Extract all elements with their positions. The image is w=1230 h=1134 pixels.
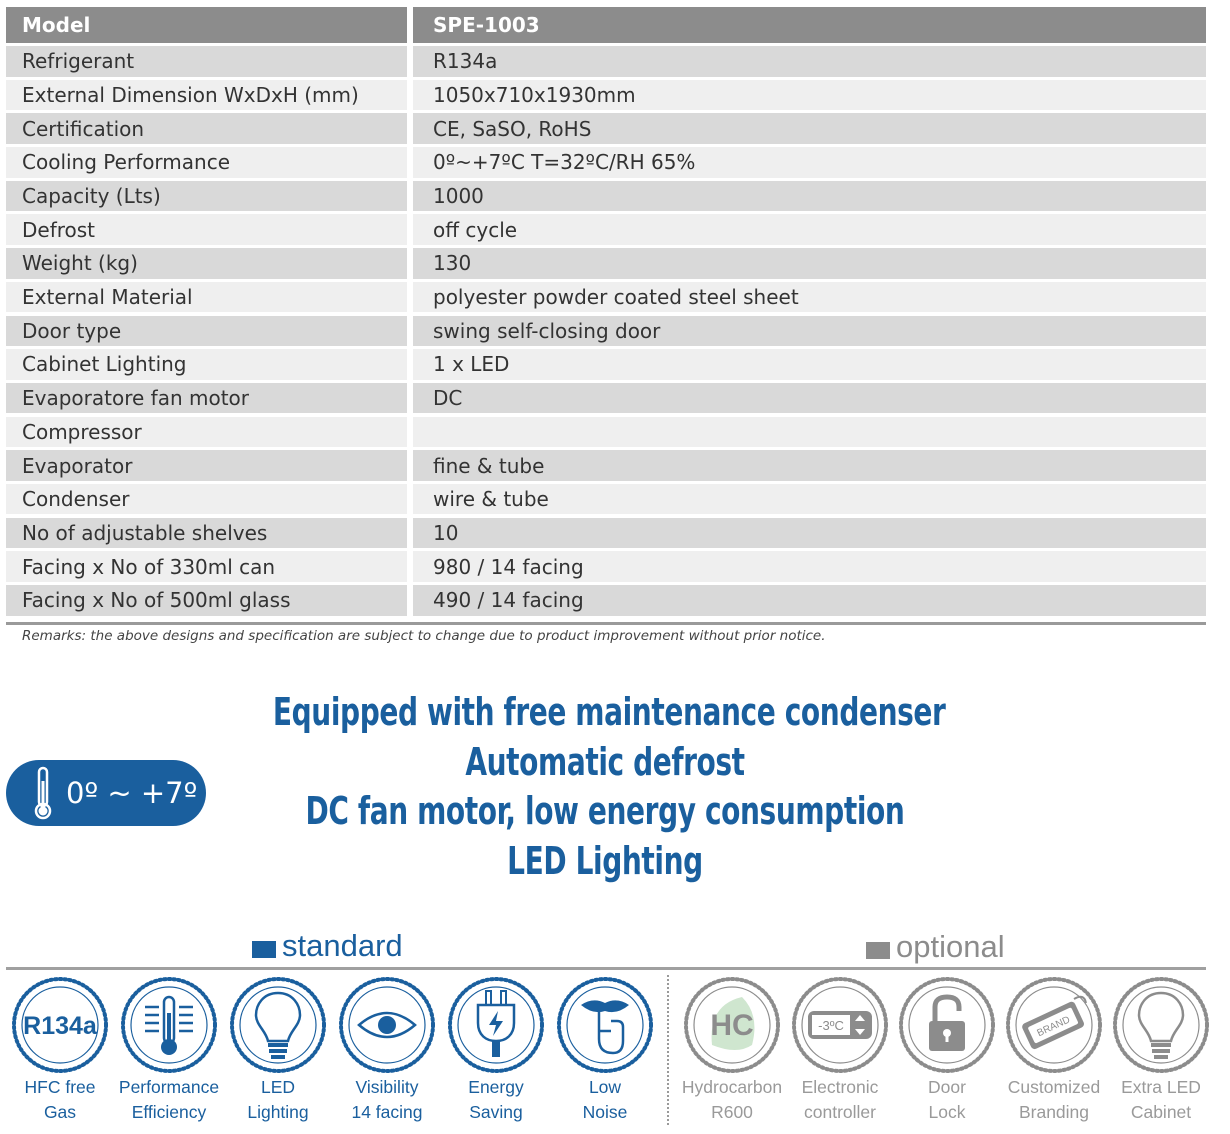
feature-badge-controller — [790, 975, 890, 1125]
row-label: Cabinet Lighting — [6, 349, 407, 380]
spec-table — [6, 7, 1206, 619]
row-value: DC — [413, 383, 1206, 414]
row-value: polyester powder coated steel sheet — [413, 282, 1206, 313]
table-row — [6, 551, 1206, 582]
row-label: Certification — [6, 113, 407, 144]
row-label: Evaporator — [6, 450, 407, 481]
feature-badge-led — [228, 975, 328, 1125]
row-value: 10 — [413, 518, 1206, 549]
row-value: off cycle — [413, 214, 1206, 245]
standard-label: standard — [282, 928, 403, 963]
svg-text:R134a: R134a — [23, 1012, 97, 1040]
svg-text:-3ºC: -3ºC — [818, 1018, 844, 1033]
row-label: Evaporatore fan motor — [6, 383, 407, 414]
standard-heading — [252, 928, 403, 964]
table-row — [6, 417, 1206, 448]
feature-badge-door-lock — [897, 975, 997, 1125]
thermometer-icon — [119, 975, 219, 1075]
plug-icon — [446, 975, 546, 1075]
table-row — [6, 585, 1206, 616]
row-value: 1050x710x1930mm — [413, 80, 1206, 111]
row-label: Compressor — [6, 417, 407, 448]
feature-line: LED Lighting — [507, 838, 703, 883]
feature-badge-branding — [1004, 975, 1104, 1125]
feature-badge-hfc — [10, 975, 110, 1125]
table-row — [6, 248, 1206, 279]
row-label: Weight (kg) — [6, 248, 407, 279]
table-row — [6, 46, 1206, 77]
row-value: wire & tube — [413, 484, 1206, 515]
lightbulb-icon — [1111, 975, 1211, 1075]
header-value: SPE-1003 — [413, 7, 1206, 43]
row-value: 1 x LED — [413, 349, 1206, 380]
row-value: 0º~+7ºC T=32ºC/RH 65% — [413, 147, 1206, 178]
svg-text:BRAND: BRAND — [1035, 1014, 1072, 1040]
header-label: Model — [6, 7, 407, 43]
badge-caption: Hydrocarbon R600 — [681, 1077, 783, 1122]
feature-badge-extra-led — [1111, 975, 1211, 1125]
table-row — [6, 80, 1206, 111]
feature-list — [200, 688, 1010, 886]
table-row — [6, 450, 1206, 481]
row-value: 1000 — [413, 181, 1206, 212]
feature-badge-noise — [555, 975, 655, 1125]
table-row — [6, 518, 1206, 549]
optional-heading — [866, 929, 1005, 965]
thermometer-icon — [30, 765, 56, 821]
table-row — [6, 181, 1206, 212]
table-header-row — [6, 7, 1206, 43]
table-row — [6, 214, 1206, 245]
row-value — [413, 417, 1206, 448]
r134a-icon — [10, 975, 110, 1075]
row-label: External Dimension WxDxH (mm) — [6, 80, 407, 111]
badge-caption: Low Noise — [582, 1077, 628, 1122]
badge-caption: Performance Efficiency — [118, 1077, 220, 1122]
standard-marker — [252, 941, 276, 958]
feature-badge-visibility — [337, 975, 437, 1125]
row-label: Capacity (Lts) — [6, 181, 407, 212]
temperature-badge — [6, 760, 206, 826]
badge-caption: Energy Saving — [468, 1077, 524, 1122]
silence-icon — [555, 975, 655, 1075]
row-label: External Material — [6, 282, 407, 313]
row-value: fine & tube — [413, 450, 1206, 481]
row-value: 980 / 14 facing — [413, 551, 1206, 582]
badge-caption: Extra LED Cabinet — [1121, 1077, 1201, 1122]
table-row — [6, 113, 1206, 144]
feature-line: Equipped with free maintenance condenser — [272, 690, 946, 734]
table-row — [6, 282, 1206, 313]
row-value: 490 / 14 facing — [413, 585, 1206, 616]
row-value: swing self-closing door — [413, 316, 1206, 347]
table-row — [6, 147, 1206, 178]
feature-badge-performance — [119, 975, 219, 1125]
table-row — [6, 349, 1206, 380]
table-row — [6, 316, 1206, 347]
row-label: Cooling Performance — [6, 147, 407, 178]
controller-icon — [790, 975, 890, 1075]
padlock-icon — [897, 975, 997, 1075]
feature-badge-hydrocarbon — [682, 975, 782, 1125]
row-label: Refrigerant — [6, 46, 407, 77]
brand-tag-icon — [1004, 975, 1104, 1075]
hc-leaf-icon — [682, 975, 782, 1075]
svg-text:HC: HC — [710, 1009, 754, 1042]
lightbulb-icon — [228, 975, 328, 1075]
badge-caption: Customized Branding — [1007, 1077, 1101, 1122]
remarks-note: Remarks: the above designs and specification are subject to change due to product improvement without prior notice. — [22, 628, 826, 644]
row-label: Condenser — [6, 484, 407, 515]
temperature-range: 0º ~ +7º — [66, 776, 198, 810]
table-row — [6, 383, 1206, 414]
badge-caption: Electronic controller — [801, 1077, 879, 1122]
row-label: Defrost — [6, 214, 407, 245]
row-label: Facing x No of 500ml glass — [6, 585, 407, 616]
table-bottom-rule — [6, 622, 1206, 625]
badge-caption: Door Lock — [928, 1077, 966, 1122]
eye-icon — [337, 975, 437, 1075]
badge-caption: HFC free Gas — [24, 1077, 96, 1122]
row-value: 130 — [413, 248, 1206, 279]
row-label: Door type — [6, 316, 407, 347]
feature-badge-energy — [446, 975, 546, 1125]
row-label: No of adjustable shelves — [6, 518, 407, 549]
table-row — [6, 484, 1206, 515]
optional-label: optional — [896, 929, 1005, 964]
badge-caption: Visibility 14 facing — [351, 1077, 423, 1122]
row-label: Facing x No of 330ml can — [6, 551, 407, 582]
row-value: CE, SaSO, RoHS — [413, 113, 1206, 144]
badge-caption: LED Lighting — [247, 1077, 309, 1122]
feature-line: DC fan motor, low energy consumption — [305, 789, 905, 833]
feature-line: Automatic defrost — [465, 739, 745, 784]
icons-top-rule — [6, 967, 1206, 970]
optional-marker — [866, 942, 890, 959]
row-value: R134a — [413, 46, 1206, 77]
